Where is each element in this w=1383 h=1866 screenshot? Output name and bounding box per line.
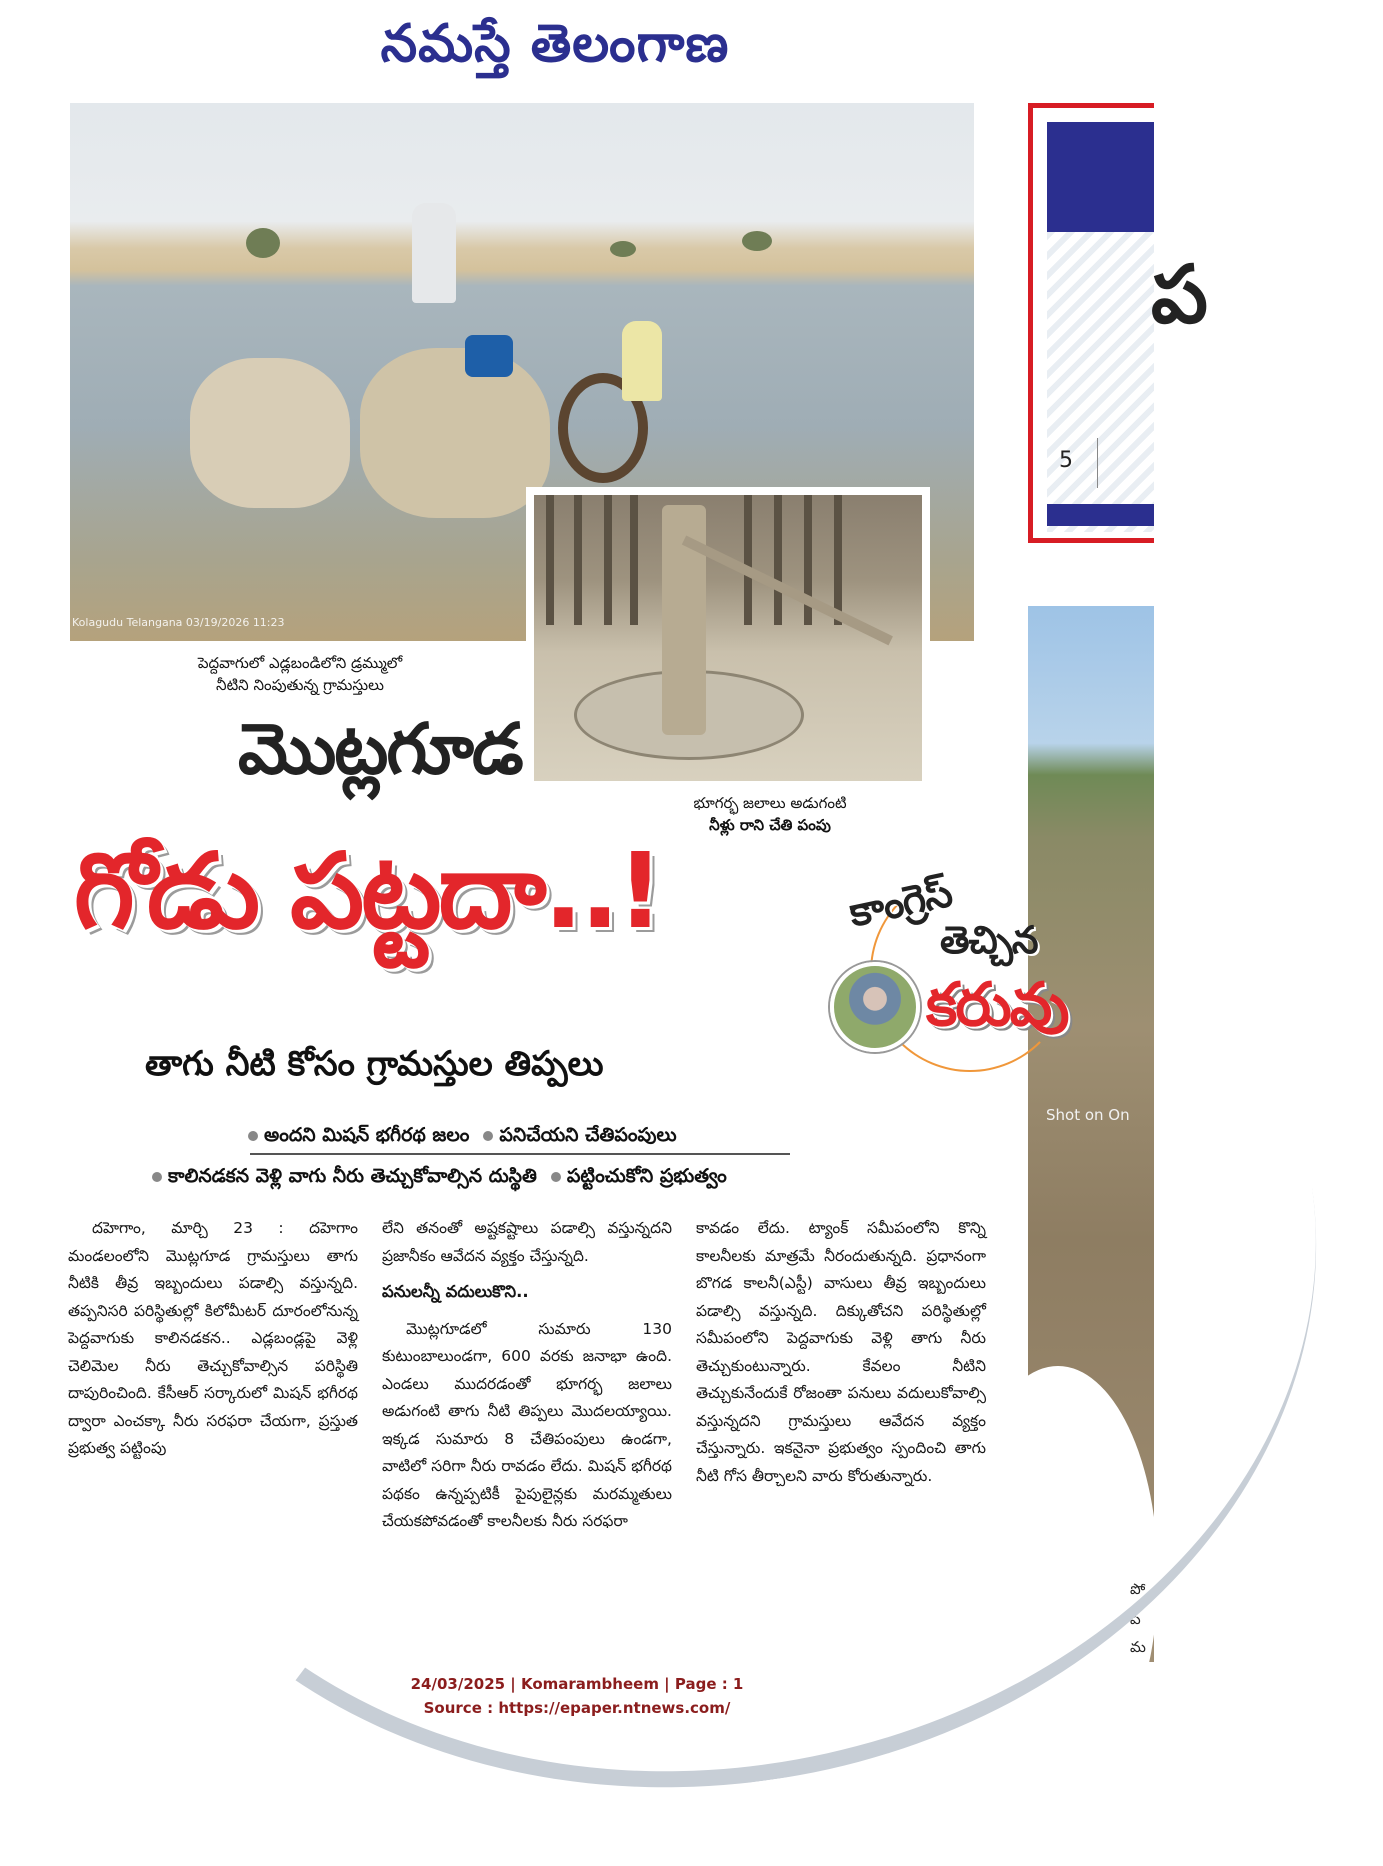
tree-shape — [246, 228, 280, 258]
highlight-bullet — [551, 1165, 727, 1192]
article-paragraph: కావడం లేదు. ట్యాంక్ సమీపంలోని కొన్ని కాలనీలకు మాత్రమే నీరందుతున్నది. ప్రధానంగా బొగడ కాలనీ(ఎస్టీ) వాసులు తీవ్ర ఇబ్బందులు పడాల్సి వస్తున్నది. దిక్కుతోచని పరిస్థితుల్లో సమీపంలోని పెద్దవాగుకు వెళ్లి తాగు నీరు తెచ్చుకుంటున్నారు. కేవలం నీటిని తెచ్చుకునేందుకే రోజంతా పనులు వదులుకోవాల్సి వస్తున్నదని గ్రామస్తులు ఆవేదన వ్యక్తం చేస్తున్నారు. ఇకనైనా ప్రభుత్వం స్పందించి తాగు నీటి గోస తీర్చాలని వారు కోరుతున్నారు. — [696, 1219, 986, 1485]
bullet-dot-icon — [551, 1172, 561, 1182]
article-section-heading: పనులన్నీ వదులుకొని.. — [382, 1282, 529, 1301]
badge-line-1: కాంగ్రెస్ — [845, 869, 956, 937]
side-photo — [1028, 606, 1154, 1662]
ad-separator — [1097, 438, 1098, 488]
caption-line: నీళ్లు రాని చేతి పంపు — [709, 816, 831, 834]
side-article-fragment-3: మ — [1130, 1638, 1146, 1656]
highlight-bullet — [152, 1165, 537, 1192]
side-article-fragment-2: పె — [1130, 1610, 1141, 1628]
masthead-title: నమస్తే తెలంగాణ — [380, 13, 730, 74]
article-paragraph: దహెగాం, మార్చి 23 : దహెగాం మండలంలోని మొట్లగూడ గ్రామస్తులు తాగు నీటికి తీవ్ర ఇబ్బందులు పడాల్సి వస్తున్నది. తప్పనిసరి పరిస్థితుల్లో కిలోమీటర్ దూరంలోనున్న పెద్దవాగుకు కాలినడకన.. ఎడ్లబండ్లపై వెళ్లి చెలిమెల నీరు తెచ్చుకోవాల్సిన పరిస్థితి దాపురించింది. కేసీఆర్ సర్కారులో మిషన్ భగీరథ ద్వారా ఎంచక్కా నీరు సరఫరా చేయగా, ప్రస్తుత ప్రభుత్వ పట్టింపు — [68, 1219, 358, 1457]
bullet-divider — [250, 1153, 790, 1155]
side-photo-watermark: Shot on On — [1046, 1106, 1130, 1124]
fence-stick — [774, 495, 782, 625]
article-column-1 — [68, 1215, 358, 1463]
highlight-bullet — [248, 1124, 469, 1151]
ox-shape — [360, 348, 550, 518]
subheadline: తాగు నీటి కోసం గ్రామస్తుల తిప్పలు — [145, 1044, 604, 1084]
ad-glyph: ప — [1151, 248, 1208, 341]
man-figure — [412, 203, 456, 303]
side-advertisement — [1028, 103, 1208, 543]
fence-stick — [546, 495, 554, 625]
ox-shape — [190, 358, 350, 508]
footer-edition-line: 24/03/2025 | Komarambheem | Page : 1 — [410, 1675, 744, 1693]
photo-caption-hand-pump — [660, 792, 880, 836]
fence-stick — [574, 495, 582, 625]
highlight-bullet — [483, 1124, 676, 1151]
hand-pump-image — [534, 495, 922, 781]
caption-line: భూగర్భ జలాలు అడుగంటి — [693, 794, 847, 812]
badge-photo — [830, 962, 920, 1052]
fence-stick — [604, 495, 612, 625]
footer-source-line: Source : https://epaper.ntnews.com/ — [423, 1699, 731, 1717]
water-drum-shape — [465, 335, 513, 377]
tree-shape — [610, 241, 636, 257]
tree-shape — [742, 231, 772, 251]
bullet-dot-icon — [483, 1131, 493, 1141]
highlight-bullets-row-2 — [152, 1165, 727, 1192]
bullet-text: కాలినడకన వెళ్లి వాగు నీరు తెచ్చుకోవాల్సిన దుస్థితి — [168, 1165, 537, 1187]
article-column-3 — [696, 1215, 986, 1490]
highlight-bullets-row-1 — [248, 1124, 677, 1151]
fence-stick — [630, 495, 638, 625]
pump-handle — [682, 536, 893, 646]
fence-stick — [744, 495, 752, 625]
side-photo-curve — [958, 1366, 1158, 1786]
caption-line: పెద్దవాగులో ఎడ్లబండిలోని డ్రమ్ములో — [197, 654, 403, 672]
ad-hatched-panel — [1047, 232, 1154, 532]
bullet-dot-icon — [248, 1131, 258, 1141]
photo-timestamp: Kolagudu Telangana 03/19/2026 11:23 — [72, 616, 285, 629]
photo-hand-pump — [526, 487, 930, 789]
side-article-fragment-1: పో — [1130, 1580, 1146, 1598]
article-column-2 — [382, 1215, 672, 1536]
photo-caption-bullock-cart — [150, 652, 450, 696]
badge-line-2: తెచ్చిన — [940, 918, 1038, 962]
headline-main: గోడు పట్టదా..! — [74, 830, 662, 952]
page-footer — [0, 1672, 1154, 1720]
ad-bottom-band — [1047, 504, 1154, 526]
bullet-text: పట్టించుకోని ప్రభుత్వం — [566, 1165, 727, 1187]
fence-stick — [834, 495, 842, 625]
ad-number: 5 — [1059, 448, 1073, 473]
caption-line: నీటిని నింపుతున్న గ్రామస్తులు — [216, 676, 384, 694]
article-paragraph: లేని తనంతో అష్టకష్టాలు పడాల్సి వస్తున్నదని ప్రజానీకం ఆవేదన వ్యక్తం చేస్తున్నది. — [382, 1219, 672, 1265]
ad-top-band — [1047, 122, 1154, 232]
badge-line-3: కరువు — [926, 970, 1068, 1040]
bullet-text: అందని మిషన్ భగీరథ జలం — [264, 1124, 470, 1146]
article-paragraph: మొట్లగూడలో సుమారు 130 కుటుంబాలుండగా, 600 వరకు జనాభా ఉంది. ఎండలు ముదరడంతో భూగర్భ జలాలు అడుగంటి తాగు నీటి తిప్పలు మొదలయ్యాయి. ఇక్కడ సుమారు 8 చేతిపంపులు ఉండగా, వాటిలో సరిగా నీరు రావడం లేదు. మిషన్ భగీరథ పథకం ఉన్నప్పటికీ పైపులైన్లకు మరమ్మతులు చేయకపోవడంతో కాలనీలకు నీరు సరఫరా — [382, 1319, 672, 1530]
man-figure — [622, 321, 662, 401]
bullet-text: పనిచేయని చేతిపంపులు — [499, 1124, 677, 1146]
bullet-dot-icon — [152, 1172, 162, 1182]
masthead — [0, 0, 1154, 100]
headline-kicker: మొట్లగూడ — [238, 708, 522, 790]
congress-drought-badge — [830, 862, 1150, 1082]
